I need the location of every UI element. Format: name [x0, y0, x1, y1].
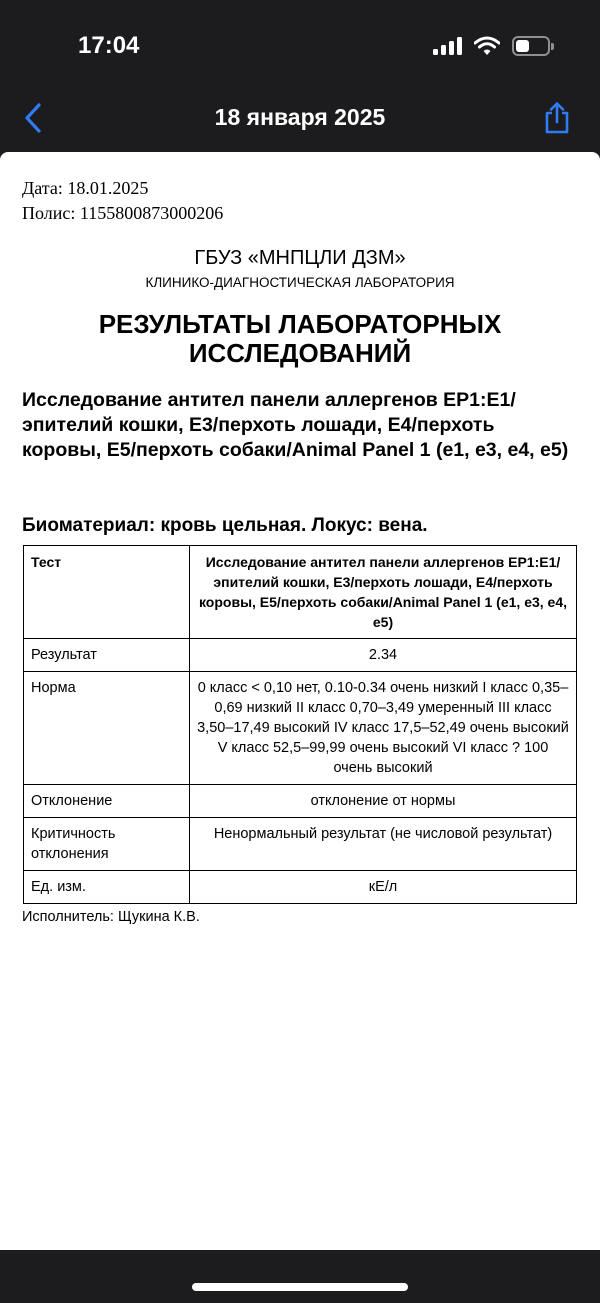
table-cell-label: Критичность отклонения — [24, 818, 190, 871]
share-button[interactable] — [540, 98, 574, 138]
study-title: Исследование антител панели аллергенов EP1:E1/эпителий кошки, E3/перхоть лошади, E4/перхоть коровы, E5/перхоть собаки/Animal Panel 1 (e1, e3, e4, e5) — [22, 389, 569, 461]
table-cell-label: Результат — [24, 639, 190, 672]
battery-icon — [512, 36, 550, 56]
table-row — [24, 818, 577, 871]
biomaterial-info: Биоматериал: кровь цельная. Локус: вена. — [22, 515, 428, 536]
document-policy: Полис: 1155800873000206 — [22, 203, 224, 223]
table-cell-value: отклонение от нормы — [190, 785, 577, 818]
table-cell-label: Ед. изм. — [24, 871, 190, 904]
table-header-value: Исследование антител панели аллергенов EP1:E1/эпителий кошки, E3/перхоть лошади, E4/перхоть коровы, E5/перхоть собаки/Animal Panel 1 (e1, e3, e4, e5) — [190, 546, 577, 639]
table-header-row — [24, 546, 577, 639]
table-cell-value: 0 класс < 0,10 нет, 0.10-0.34 очень низкий I класс 0,35–0,69 низкий II класс 0,70–3,49 умеренный III класс 3,50–17,49 высокий IV класс 17,5–52,49 очень высокий V класс 52,5–99,99 очень высокий VI класс ? 100 очень высокий — [190, 672, 577, 785]
document-meta — [22, 176, 223, 226]
table-cell-value: кЕ/л — [190, 871, 577, 904]
table-cell-value: Ненормальный результат (не числовой результат) — [190, 818, 577, 871]
table-row — [24, 871, 577, 904]
cellular-signal-icon — [433, 37, 462, 55]
home-indicator[interactable] — [192, 1283, 408, 1291]
nav-bar — [0, 90, 600, 152]
table-cell-label: Норма — [24, 672, 190, 785]
table-row — [24, 672, 577, 785]
status-bar — [0, 0, 600, 90]
share-icon — [543, 101, 571, 135]
table-cell-value: 2.34 — [190, 639, 577, 672]
document-date: Дата: 18.01.2025 — [22, 178, 149, 198]
results-table — [23, 545, 577, 904]
organization-name: ГБУЗ «МНПЦЛИ ДЗМ» — [194, 247, 406, 269]
wifi-icon — [474, 36, 500, 56]
table-header-label: Тест — [24, 546, 190, 639]
table-cell-label: Отклонение — [24, 785, 190, 818]
document-viewer[interactable] — [0, 152, 600, 1250]
laboratory-name: КЛИНИКО-ДИАГНОСТИЧЕСКАЯ ЛАБОРАТОРИЯ — [145, 275, 455, 290]
table-row — [24, 785, 577, 818]
executor-info: Исполнитель: Щукина К.В. — [22, 909, 200, 925]
status-time: 17:04 — [78, 32, 140, 59]
table-row — [24, 639, 577, 672]
document-title: РЕЗУЛЬТАТЫ ЛАБОРАТОРНЫХ ИССЛЕДОВАНИЙ — [98, 309, 502, 368]
nav-title: 18 января 2025 — [214, 104, 386, 130]
status-icons — [433, 36, 550, 56]
